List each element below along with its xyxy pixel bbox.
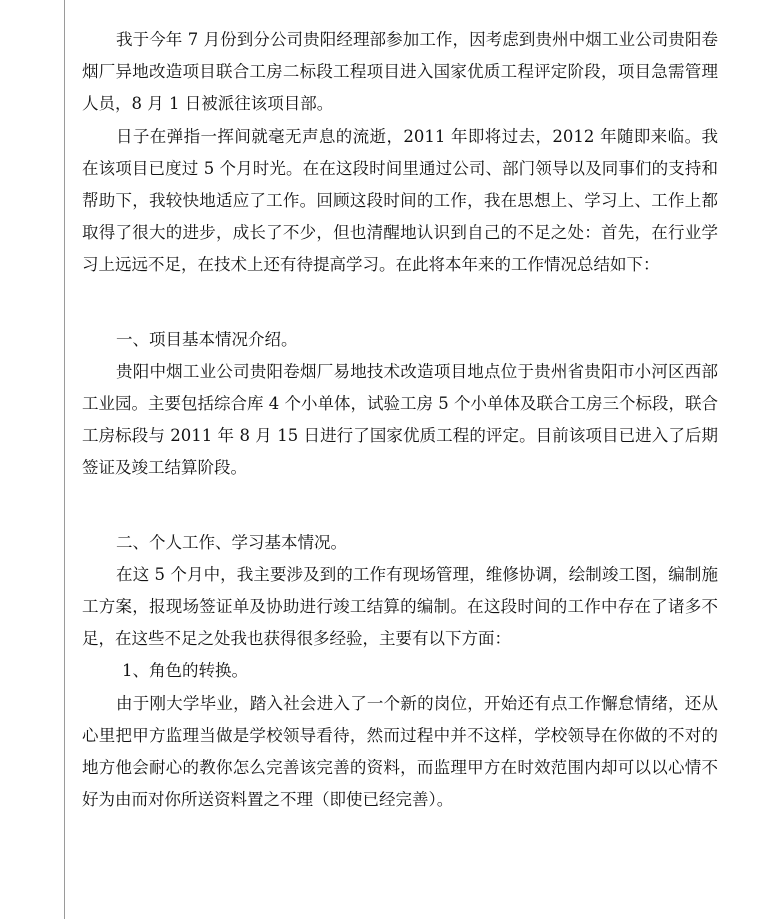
intro-paragraph: 我于今年 7 月份到分公司贵阳经理部参加工作，因考虑到贵州中烟工业公司贵阳卷烟厂异地改造项目联合工房二标段工程项目进入国家优质工程评定阶段，项目急需管理人员，8 月 1 日被派往该项目部。	[82, 30, 718, 114]
document-body	[82, 24, 718, 816]
section-2-heading: 二、个人工作、学习基本情况。	[116, 532, 347, 552]
subsection-1-heading: 1、角色的转换。	[122, 661, 248, 681]
section-2-body: 在这 5 个月中，我主要涉及到的工作有现场管理，维修协调，绘制竣工图，编制施工方案，报现场签证单及协助进行竣工结算的编制。在这段时间的工作中存在了诸多不足，在这些不足之处我也获得很多经验，主要有以下方面：	[82, 564, 718, 649]
page-left-edge	[64, 0, 65, 919]
section-spacer	[82, 485, 718, 527]
section-spacer	[82, 282, 718, 324]
subsection-1-body: 由于刚大学毕业，踏入社会进入了一个新的岗位，开始还有点工作懈怠情绪，还从心里把甲方监理当做是学校领导看待，然而过程中并不这样，学校领导在你做的不对的地方他会耐心的教你怎么完善该完善的资料，而监理甲方在时效范围内却可以以心情不好为由而对你所送资料置之不理（即使已经完善）。	[82, 693, 718, 810]
section-1-body: 贵阳中烟工业公司贵阳卷烟厂易地技术改造项目地点位于贵州省贵阳市小河区西部工业园。主要包括综合库 4 个小单体，试验工房 5 个小单体及联合工房三个标段，联合工房标段与 2011 年 8 月 15 日进行了国家优质工程的评定。目前该项目已进入了后期签证及竣工结算阶段。	[82, 361, 718, 478]
time-review-paragraph: 日子在弹指一挥间就毫无声息的流逝，2011 年即将过去，2012 年随即来临。我在该项目已度过 5 个月时光。在在这段时间里通过公司、部门领导以及同事们的支持和帮助下，我较快地适应了工作。回顾这段时间的工作，我在思想上、学习上、工作上都取得了很大的进步，成长了不少，但也清醒地认识到自己的不足之处：首先，在行业学习上远远不足，在技术上还有待提高学习。在此将本年来的工作情况总结如下：	[82, 126, 718, 275]
section-1-heading: 一、项目基本情况介绍。	[116, 329, 298, 349]
